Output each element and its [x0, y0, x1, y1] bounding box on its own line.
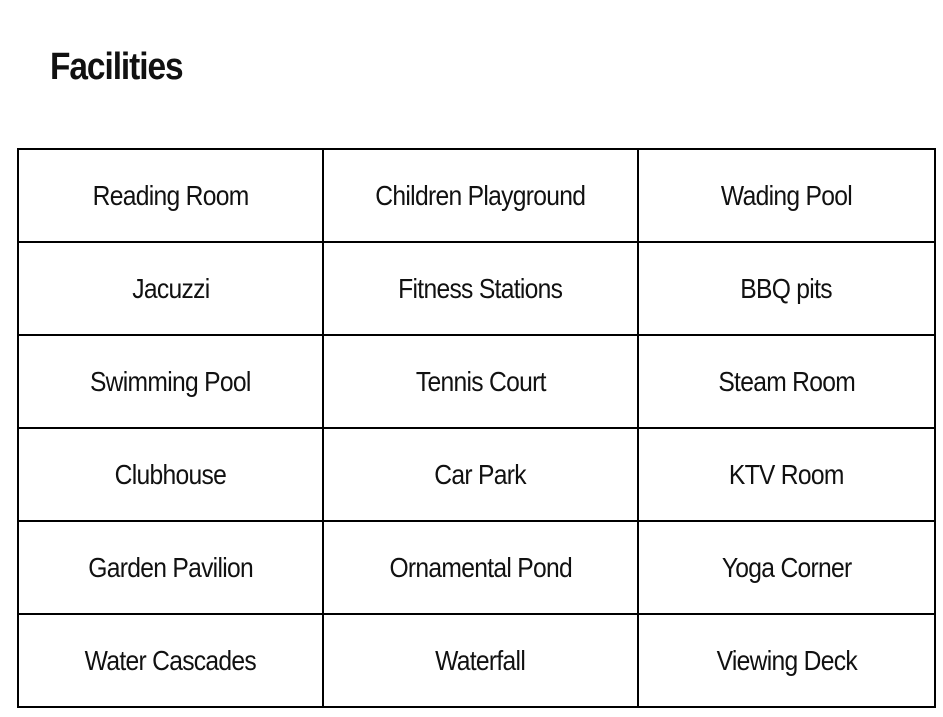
table-cell	[18, 242, 323, 335]
table-cell	[18, 521, 323, 614]
facility-name: Tennis Court	[415, 365, 546, 397]
table-cell	[18, 149, 323, 242]
table-row	[18, 149, 935, 242]
table-row	[18, 521, 935, 614]
table-cell	[638, 428, 935, 521]
facility-name: Water Cascades	[84, 644, 257, 676]
facility-name: Jacuzzi	[131, 272, 210, 304]
table-cell	[323, 521, 638, 614]
facility-name: Ornamental Pond	[389, 551, 572, 583]
table-cell	[638, 335, 935, 428]
table-row	[18, 428, 935, 521]
facilities-table	[17, 148, 936, 708]
table-row	[18, 242, 935, 335]
table-cell	[638, 242, 935, 335]
table-cell	[18, 428, 323, 521]
facility-name: Clubhouse	[114, 458, 227, 490]
facility-name: Wading Pool	[720, 179, 853, 211]
table-cell	[323, 335, 638, 428]
facility-name: Car Park	[434, 458, 527, 490]
table-cell	[323, 428, 638, 521]
facility-name: Viewing Deck	[716, 644, 857, 676]
table-cell	[323, 614, 638, 707]
table-cell	[323, 149, 638, 242]
table-row	[18, 614, 935, 707]
table-cell	[18, 335, 323, 428]
table-cell	[638, 521, 935, 614]
table-cell	[18, 614, 323, 707]
facility-name: Fitness Stations	[398, 272, 563, 304]
facility-name: KTV Room	[729, 458, 844, 490]
facility-name: Waterfall	[435, 644, 526, 676]
table-cell	[638, 614, 935, 707]
table-row	[18, 335, 935, 428]
table-cell	[323, 242, 638, 335]
facility-name: Steam Room	[718, 365, 855, 397]
facility-name: Swimming Pool	[90, 365, 251, 397]
facility-name: Garden Pavilion	[88, 551, 253, 583]
table-cell	[638, 149, 935, 242]
facility-name: Children Playground	[375, 179, 586, 211]
page-title: Facilities	[50, 46, 183, 88]
facility-name: Reading Room	[92, 179, 249, 211]
facility-name: Yoga Corner	[721, 551, 852, 583]
facility-name: BBQ pits	[740, 272, 833, 304]
